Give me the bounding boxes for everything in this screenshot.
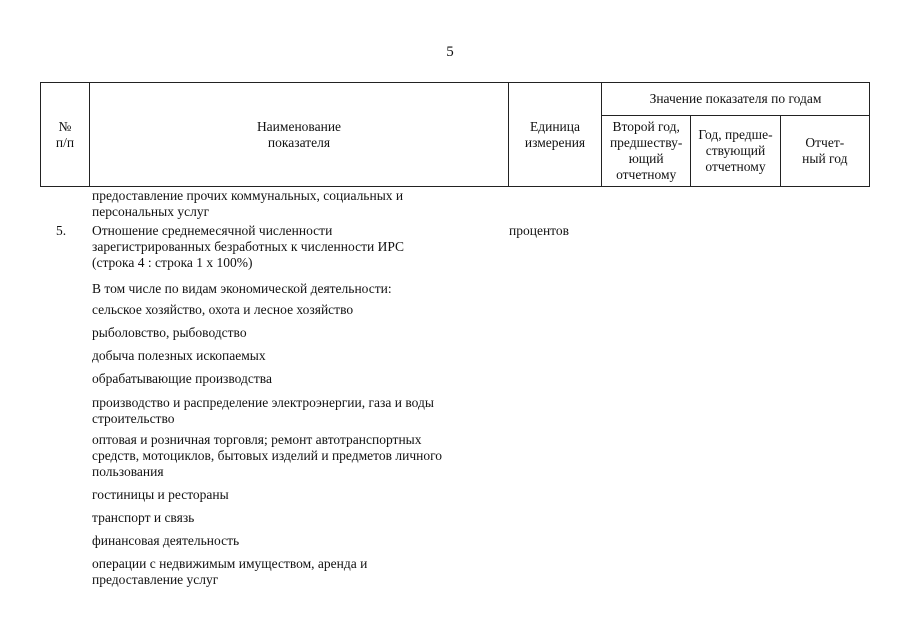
row-number: 5. <box>56 223 67 238</box>
header-year-prior-label: Год, предше- ствующий отчетному <box>698 127 773 174</box>
row-text: Отношение среднемесячной численности зарегистрированных безработных к численности ИРС (строка 4 : строка 1 х 100%) <box>92 223 404 270</box>
header-year-second-prior <box>602 116 691 187</box>
row-text: обрабатывающие производства <box>92 371 272 386</box>
header-year-reporting-label: Отчет- ный год <box>802 135 848 166</box>
header-values-group-label: Значение показателя по годам <box>649 91 822 106</box>
row-text: операции с недвижимым имуществом, аренда и предоставление услуг <box>92 556 368 587</box>
header-num-label: № п/п <box>55 118 75 150</box>
row-text: В том числе по видам экономической деятельности: <box>92 281 392 296</box>
row-text: рыболовство, рыбоводство <box>92 325 247 340</box>
header-name-label: Наименование показателя <box>256 118 342 150</box>
row-text: оптовая и розничная торговля; ремонт автотранспортных средств, мотоциклов, бытовых изделий и предметов личного пользования <box>92 432 443 479</box>
row-text: финансовая деятельность <box>92 533 240 548</box>
row-unit: процентов <box>509 223 570 238</box>
row-text: транспорт и связь <box>92 510 195 525</box>
row-text: предоставление прочих коммунальных, социальных и персональных услуг <box>92 188 404 219</box>
header-unit-label: Единица измерения <box>524 118 586 150</box>
row-text: сельское хозяйство, охота и лесное хозяйство <box>92 302 354 317</box>
row-text: гостиницы и рестораны <box>92 487 229 502</box>
header-year-second-prior-label: Второй год, предшеству- ющий отчетному <box>609 119 683 182</box>
header-name <box>90 83 509 187</box>
header-unit <box>509 83 602 187</box>
header-year-reporting <box>780 116 869 187</box>
row-text: производство и распределение электроэнергии, газа и воды <box>92 395 434 410</box>
page-number: 5 <box>446 44 454 60</box>
row-text: строительство <box>92 411 175 426</box>
header-values-group <box>602 83 870 116</box>
header-num <box>41 83 90 187</box>
row-text: добыча полезных ископаемых <box>92 348 266 363</box>
indicator-table-header <box>40 82 870 187</box>
header-year-prior <box>691 116 780 187</box>
